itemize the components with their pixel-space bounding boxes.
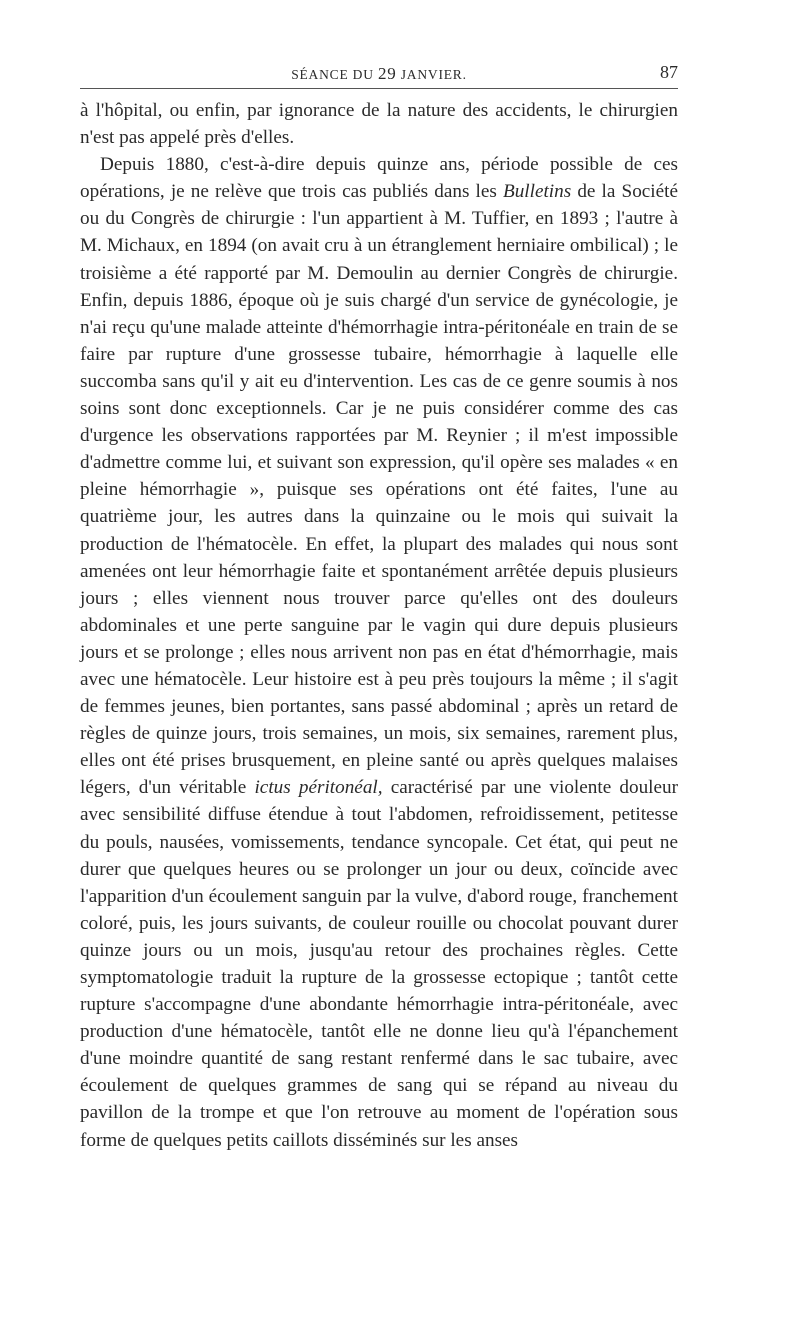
book-page	[80, 58, 678, 1154]
page-number: 87	[660, 62, 678, 82]
italic-ictus-peritoneal: ictus péritonéal,	[254, 777, 383, 799]
paragraph-text: caractérisé par une violente douleur avec sensibilité diffuse étendue à tout l'abdomen, refroidissement, petitesse du pouls, nausées, vomissements, tendance syncopale. Cet état, qui peut ne durer que quelques heures ou se prolonger un jour ou deux, coïncide avec l'apparition d'un écoulement sanguin par la vulve, d'abord rouge, franchement coloré, puis, les jours suivants, de couleur rouille ou chocolat pouvant durer quinze jours ou un mois, jusqu'au retour des prochaines règles. Cette symptomatologie traduit la rupture de la grossesse ectopique ; tantôt cette rupture s'accompagne d'une abondante hémorrhagie intra-péritonéale, avec production d'une hématocèle, tantôt elle ne donne lieu qu'à l'épanchement d'une moindre quantité de sang restant renfermé dans le sac tubaire, avec écoulement de quelques grammes de sang qui se répand au niveau du pavillon de la trompe et que l'on retrouve au moment de l'opération sous forme de quelques petits caillots disséminés sur les anses	[80, 777, 678, 1151]
running-title	[80, 64, 678, 84]
running-title-part2: JANVIER.	[396, 67, 467, 82]
paragraph-main	[80, 151, 678, 1153]
running-title-number: 29	[377, 64, 397, 83]
body-text	[80, 97, 678, 1154]
running-title-part1: SÉANCE DU	[291, 67, 378, 82]
paragraph-text: Depuis 1880, c'est-à-dire depuis quinze ans, période possible de ces opérations, je ne relève que trois cas publiés dans les	[80, 154, 678, 203]
italic-bulletins: Bulletins	[502, 181, 572, 203]
paragraph-text: de la Société ou du Congrès de chirurgie : l'un appartient à M. Tuffier, en 1893 ; l'autre à M. Michaux, en 1894 (on avait cru à un étranglement herniaire ombilical) ; le troisième a été rapporté par M. Demoulin au dernier Congrès de chirurgie. Enfin, depuis 1886, époque où je suis chargé d'un service de gynécologie, je n'ai reçu qu'une malade atteinte d'hémorrhagie intra-péritonéale en train de se faire par rupture d'une grossesse tubaire, hémorrhagie à laquelle elle succomba sans qu'il y ait eu d'intervention. Les cas de ce genre soumis à nos soins sont donc exceptionnels. Car je ne puis considérer comme des cas d'urgence les observations rapportées par M. Reynier ; il m'est impossible d'admettre comme lui, et suivant son expression, qu'il opère ses malades « en pleine hémorrhagie », puisque ses opérations ont été faites, l'une au quatrième jour, les autres dans la quinzaine ou le mois qui suivait la production de l'hématocèle. En effet, la plupart des malades qui nous sont amenées ont leur hémorrhagie faite et spontanément arrêtée depuis plusieurs jours ; elles viennent nous trouver parce qu'elles ont des douleurs abdominales et une perte sanguine par le vagin qui dure depuis plusieurs jours et se prolonge ; elles nous arrivent non pas en état d'hémorrhagie, mais avec une hématocèle. Leur histoire est à peu près toujours la même ; il s'agit de femmes jeunes, bien portantes, sans passé abdominal ; après un retard de règles de quinze jours, trois semaines, un mois, six semaines, rarement plus, elles ont été prises brusquement, en pleine santé ou après quelques malaises légers, d'un véritable	[80, 181, 678, 799]
running-header	[80, 58, 678, 89]
paragraph-continuation: à l'hôpital, ou enfin, par ignorance de la nature des accidents, le chirurgien n'est pas appelé près d'elles.	[80, 100, 678, 149]
